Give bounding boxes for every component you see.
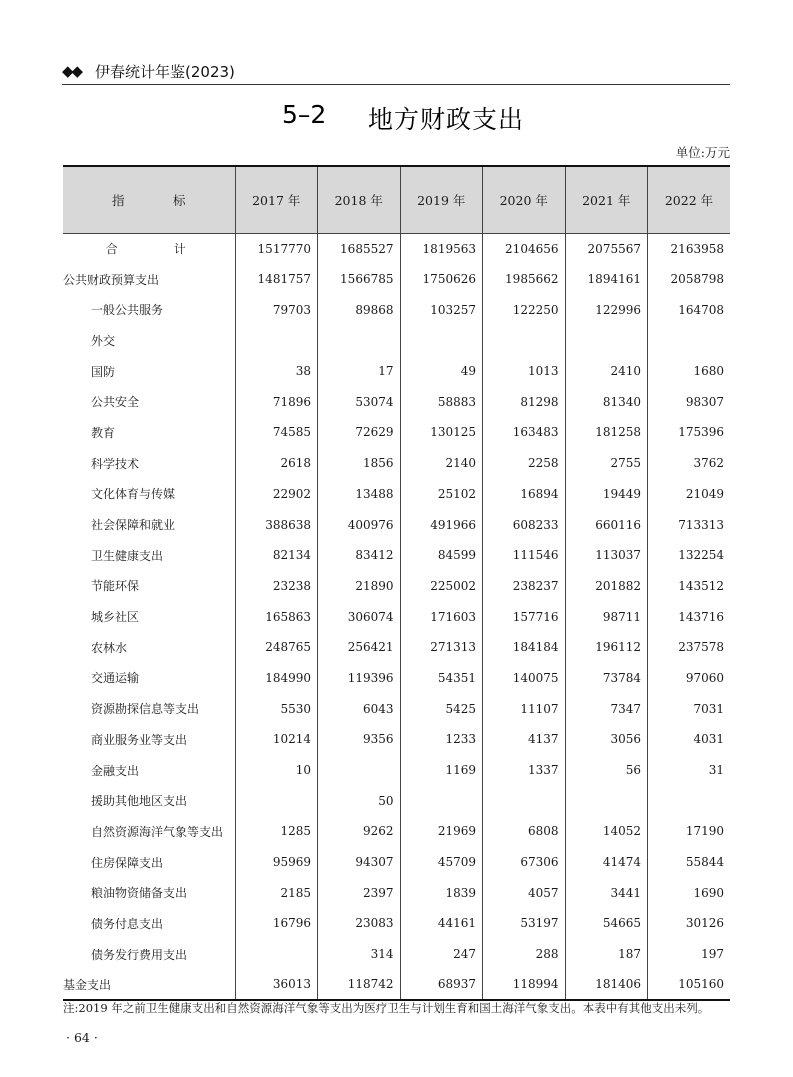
value-cell: 187 xyxy=(565,939,648,970)
diamond-ornament-icon: ◆◆ xyxy=(62,62,82,80)
value-cell: 68937 xyxy=(400,970,483,1001)
value-cell: 122250 xyxy=(483,294,566,325)
value-cell: 79703 xyxy=(235,294,318,325)
row-label: 社会保障和就业 xyxy=(91,518,176,533)
value-cell: 181258 xyxy=(565,417,648,448)
value-cell: 2140 xyxy=(400,448,483,479)
value-cell: 54665 xyxy=(565,908,648,939)
value-cell: 184184 xyxy=(483,632,566,663)
value-cell: 2258 xyxy=(483,448,566,479)
value-cell: 175396 xyxy=(648,417,731,448)
column-header-2018: 2018 年 xyxy=(318,166,401,233)
value-cell: 256421 xyxy=(318,632,401,663)
row-label: 公共财政预算支出 xyxy=(63,272,160,287)
value-cell: 306074 xyxy=(318,601,401,632)
value-cell: 130125 xyxy=(400,417,483,448)
value-cell: 238237 xyxy=(483,571,566,602)
table-row xyxy=(63,356,730,387)
value-cell xyxy=(483,785,566,816)
value-cell: 58883 xyxy=(400,386,483,417)
value-cell: 247 xyxy=(400,939,483,970)
value-cell: 2410 xyxy=(565,356,648,387)
value-cell: 53197 xyxy=(483,908,566,939)
value-cell: 9356 xyxy=(318,724,401,755)
value-cell: 608233 xyxy=(483,509,566,540)
value-cell: 105160 xyxy=(648,970,731,1001)
table-row xyxy=(63,847,730,878)
value-cell: 55844 xyxy=(648,847,731,878)
running-head xyxy=(62,58,730,86)
page-number: · 64 · xyxy=(66,1030,98,1045)
value-cell: 71896 xyxy=(235,386,318,417)
value-cell: 1894161 xyxy=(565,264,648,295)
column-header-2020: 2020 年 xyxy=(483,166,566,233)
row-label: 交通运输 xyxy=(91,671,140,686)
value-cell: 660116 xyxy=(565,509,648,540)
value-cell: 73784 xyxy=(565,663,648,694)
value-cell: 31 xyxy=(648,755,731,786)
value-cell: 2075567 xyxy=(565,233,648,264)
value-cell: 132254 xyxy=(648,540,731,571)
expenditure-table xyxy=(63,165,730,1001)
value-cell: 1481757 xyxy=(235,264,318,295)
value-cell: 118994 xyxy=(483,970,566,1001)
column-header-2022: 2022 年 xyxy=(648,166,731,233)
value-cell: 111546 xyxy=(483,540,566,571)
row-label: 住房保障支出 xyxy=(91,855,164,870)
value-cell: 84599 xyxy=(400,540,483,571)
value-cell xyxy=(400,785,483,816)
row-label: 商业服务业等支出 xyxy=(91,732,188,747)
value-cell: 16894 xyxy=(483,479,566,510)
value-cell: 201882 xyxy=(565,571,648,602)
value-cell: 165863 xyxy=(235,601,318,632)
value-cell: 13488 xyxy=(318,479,401,510)
value-cell: 95969 xyxy=(235,847,318,878)
value-cell: 1856 xyxy=(318,448,401,479)
value-cell: 89868 xyxy=(318,294,401,325)
value-cell: 21890 xyxy=(318,571,401,602)
row-label: 城乡社区 xyxy=(91,610,140,625)
value-cell: 7347 xyxy=(565,693,648,724)
value-cell: 1169 xyxy=(400,755,483,786)
column-header-indicator: 指 标 xyxy=(63,166,235,233)
table-row xyxy=(63,632,730,663)
value-cell: 143716 xyxy=(648,601,731,632)
header-rule xyxy=(62,84,730,85)
value-cell: 1517770 xyxy=(235,233,318,264)
value-cell: 16796 xyxy=(235,908,318,939)
table-row xyxy=(63,540,730,571)
table-row xyxy=(63,571,730,602)
row-label: 合 计 xyxy=(105,242,208,257)
value-cell: 2163958 xyxy=(648,233,731,264)
value-cell: 1680 xyxy=(648,356,731,387)
value-cell: 2058798 xyxy=(648,264,731,295)
value-cell: 171603 xyxy=(400,601,483,632)
value-cell: 1690 xyxy=(648,877,731,908)
row-label: 金融支出 xyxy=(91,763,140,778)
row-label: 节能环保 xyxy=(91,579,140,594)
value-cell: 1233 xyxy=(400,724,483,755)
value-cell: 113037 xyxy=(565,540,648,571)
value-cell: 271313 xyxy=(400,632,483,663)
row-label: 文化体育与传媒 xyxy=(91,487,176,502)
value-cell: 81298 xyxy=(483,386,566,417)
value-cell: 2104656 xyxy=(483,233,566,264)
value-cell: 98307 xyxy=(648,386,731,417)
value-cell: 23083 xyxy=(318,908,401,939)
value-cell: 103257 xyxy=(400,294,483,325)
value-cell xyxy=(565,325,648,356)
value-cell: 118742 xyxy=(318,970,401,1001)
value-cell: 50 xyxy=(318,785,401,816)
value-cell: 1839 xyxy=(400,877,483,908)
table-row xyxy=(63,785,730,816)
table-name: 地方财政支出 xyxy=(368,105,525,134)
value-cell xyxy=(235,939,318,970)
value-cell: 5530 xyxy=(235,693,318,724)
table-row xyxy=(63,509,730,540)
value-cell: 400976 xyxy=(318,509,401,540)
value-cell: 74585 xyxy=(235,417,318,448)
value-cell: 3762 xyxy=(648,448,731,479)
table-header-row xyxy=(63,166,730,233)
table-row xyxy=(63,663,730,694)
value-cell: 53074 xyxy=(318,386,401,417)
value-cell xyxy=(648,785,731,816)
value-cell: 56 xyxy=(565,755,648,786)
row-label: 科学技术 xyxy=(91,456,140,471)
value-cell: 7031 xyxy=(648,693,731,724)
value-cell xyxy=(318,755,401,786)
row-label: 公共安全 xyxy=(91,395,140,410)
value-cell: 4031 xyxy=(648,724,731,755)
value-cell: 44161 xyxy=(400,908,483,939)
table-row xyxy=(63,325,730,356)
value-cell: 1819563 xyxy=(400,233,483,264)
table-row xyxy=(63,479,730,510)
row-label: 农林水 xyxy=(91,640,128,655)
value-cell: 5425 xyxy=(400,693,483,724)
table-row xyxy=(63,970,730,1001)
table-row xyxy=(63,264,730,295)
table-row xyxy=(63,816,730,847)
value-cell: 163483 xyxy=(483,417,566,448)
value-cell: 1750626 xyxy=(400,264,483,295)
value-cell: 491966 xyxy=(400,509,483,540)
value-cell: 1985662 xyxy=(483,264,566,295)
value-cell: 72629 xyxy=(318,417,401,448)
value-cell: 184990 xyxy=(235,663,318,694)
value-cell: 98711 xyxy=(565,601,648,632)
value-cell: 25102 xyxy=(400,479,483,510)
value-cell: 23238 xyxy=(235,571,318,602)
unit-label: 单位:万元 xyxy=(675,145,730,160)
value-cell: 11107 xyxy=(483,693,566,724)
table-row xyxy=(63,294,730,325)
value-cell: 30126 xyxy=(648,908,731,939)
value-cell: 41474 xyxy=(565,847,648,878)
value-cell xyxy=(648,325,731,356)
value-cell: 14052 xyxy=(565,816,648,847)
value-cell: 181406 xyxy=(565,970,648,1001)
value-cell: 81340 xyxy=(565,386,648,417)
column-header-2017: 2017 年 xyxy=(235,166,318,233)
table-row xyxy=(63,601,730,632)
value-cell: 17190 xyxy=(648,816,731,847)
value-cell: 388638 xyxy=(235,509,318,540)
value-cell: 4057 xyxy=(483,877,566,908)
value-cell xyxy=(235,325,318,356)
value-cell: 67306 xyxy=(483,847,566,878)
value-cell: 49 xyxy=(400,356,483,387)
value-cell: 119396 xyxy=(318,663,401,694)
row-label: 教育 xyxy=(91,425,116,440)
table-row xyxy=(63,724,730,755)
value-cell: 4137 xyxy=(483,724,566,755)
value-cell: 157716 xyxy=(483,601,566,632)
column-header-2019: 2019 年 xyxy=(400,166,483,233)
value-cell: 82134 xyxy=(235,540,318,571)
row-label: 资源勘探信息等支出 xyxy=(91,702,200,717)
row-label: 粮油物资储备支出 xyxy=(91,886,188,901)
value-cell: 19449 xyxy=(565,479,648,510)
value-cell: 21969 xyxy=(400,816,483,847)
value-cell xyxy=(235,785,318,816)
value-cell: 2185 xyxy=(235,877,318,908)
row-label: 自然资源海洋气象等支出 xyxy=(91,824,224,839)
row-label: 国防 xyxy=(91,364,116,379)
value-cell: 122996 xyxy=(565,294,648,325)
value-cell xyxy=(400,325,483,356)
value-cell: 2397 xyxy=(318,877,401,908)
table-row xyxy=(63,417,730,448)
value-cell: 97060 xyxy=(648,663,731,694)
value-cell: 83412 xyxy=(318,540,401,571)
table-row xyxy=(63,939,730,970)
row-label: 基金支出 xyxy=(63,970,235,1001)
value-cell: 1013 xyxy=(483,356,566,387)
value-cell: 140075 xyxy=(483,663,566,694)
value-cell: 21049 xyxy=(648,479,731,510)
value-cell: 10214 xyxy=(235,724,318,755)
row-label: 债务发行费用支出 xyxy=(91,947,188,962)
value-cell: 17 xyxy=(318,356,401,387)
row-label: 援助其他地区支出 xyxy=(91,794,188,809)
table-title xyxy=(0,98,793,134)
value-cell: 38 xyxy=(235,356,318,387)
table-row xyxy=(63,233,730,264)
value-cell: 143512 xyxy=(648,571,731,602)
value-cell: 36013 xyxy=(235,970,318,1001)
value-cell xyxy=(565,785,648,816)
value-cell: 2755 xyxy=(565,448,648,479)
value-cell: 3441 xyxy=(565,877,648,908)
value-cell: 1685527 xyxy=(318,233,401,264)
value-cell: 3056 xyxy=(565,724,648,755)
value-cell: 1337 xyxy=(483,755,566,786)
value-cell: 288 xyxy=(483,939,566,970)
row-label: 债务付息支出 xyxy=(91,916,164,931)
value-cell: 54351 xyxy=(400,663,483,694)
value-cell: 237578 xyxy=(648,632,731,663)
value-cell: 10 xyxy=(235,755,318,786)
table-row xyxy=(63,448,730,479)
value-cell: 197 xyxy=(648,939,731,970)
row-label: 一般公共服务 xyxy=(91,303,164,318)
value-cell: 9262 xyxy=(318,816,401,847)
table-body xyxy=(63,233,730,1000)
value-cell: 6043 xyxy=(318,693,401,724)
table-row xyxy=(63,693,730,724)
value-cell xyxy=(318,325,401,356)
table-row xyxy=(63,755,730,786)
row-label: 卫生健康支出 xyxy=(91,548,164,563)
value-cell: 314 xyxy=(318,939,401,970)
value-cell: 2618 xyxy=(235,448,318,479)
value-cell: 22902 xyxy=(235,479,318,510)
column-header-2021: 2021 年 xyxy=(565,166,648,233)
value-cell: 6808 xyxy=(483,816,566,847)
table-number: 5–2 xyxy=(282,100,327,129)
value-cell: 196112 xyxy=(565,632,648,663)
value-cell: 164708 xyxy=(648,294,731,325)
table-row xyxy=(63,908,730,939)
value-cell: 94307 xyxy=(318,847,401,878)
book-title: 伊春统计年鉴(2023) xyxy=(95,63,235,81)
table-row xyxy=(63,386,730,417)
row-label: 外交 xyxy=(91,333,116,348)
table-row xyxy=(63,877,730,908)
value-cell: 225002 xyxy=(400,571,483,602)
value-cell: 1285 xyxy=(235,816,318,847)
value-cell xyxy=(483,325,566,356)
value-cell: 1566785 xyxy=(318,264,401,295)
value-cell: 248765 xyxy=(235,632,318,663)
value-cell: 45709 xyxy=(400,847,483,878)
value-cell: 713313 xyxy=(648,509,731,540)
footnote: 注:2019 年之前卫生健康支出和自然资源海洋气象等支出为医疗卫生与计划生育和国土海洋气象支出。本表中有其他支出未列。 xyxy=(63,1001,710,1015)
